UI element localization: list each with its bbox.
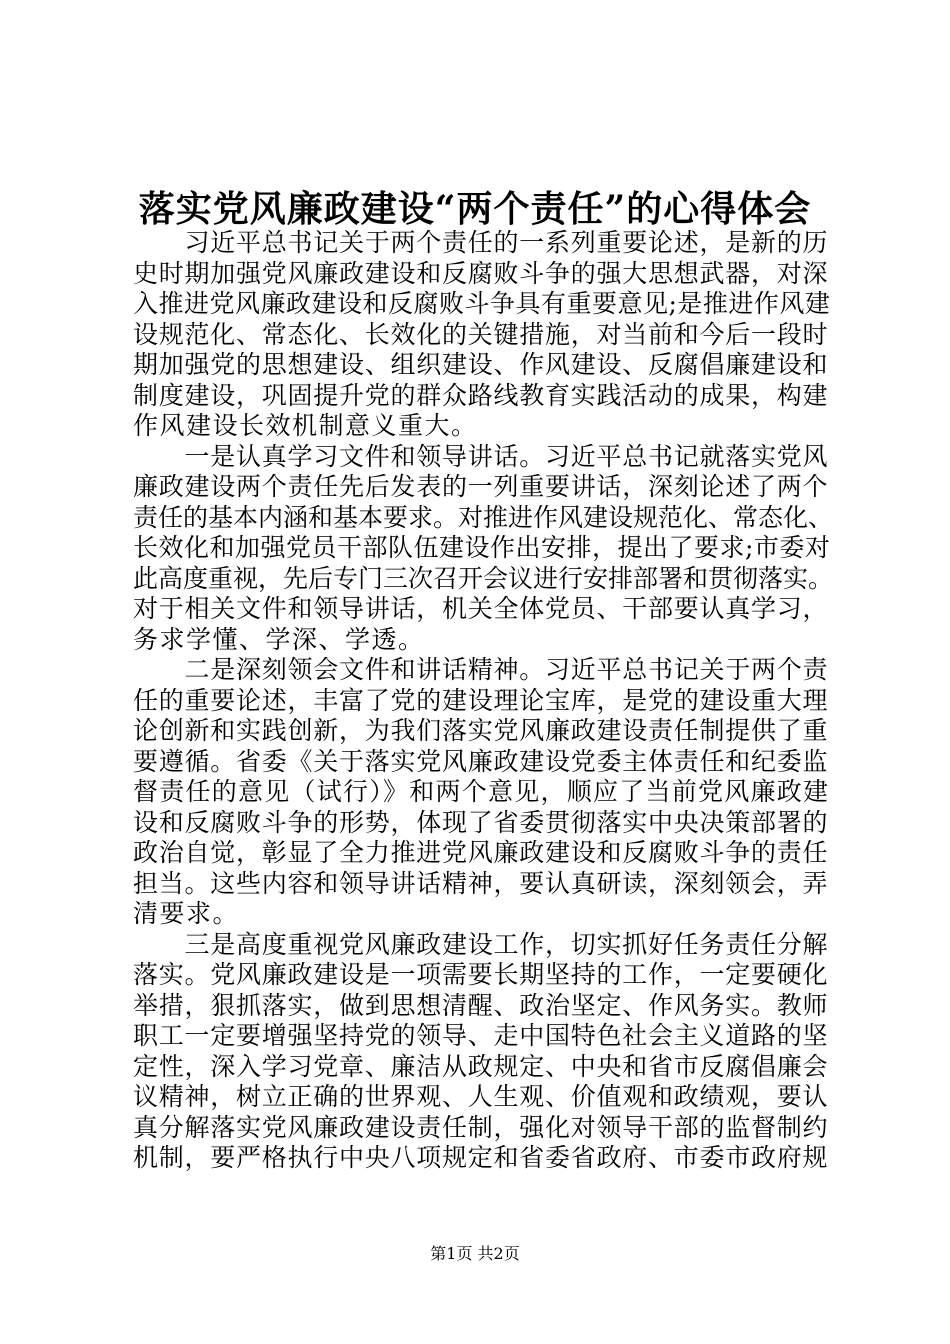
body-text-line: 论创新和实践创新，为我们落实党风廉政建设责任制提供了重 bbox=[133, 716, 829, 745]
body-text-line: 务求学懂、学深、学透。 bbox=[133, 624, 425, 654]
body-text-line: 定性，深入学习党章、廉洁从政规定、中央和省市反腐倡廉会 bbox=[133, 1051, 829, 1081]
document-body bbox=[133, 228, 833, 1174]
body-text-line: 习近平总书记关于两个责任的一系列重要论述，是新的历 bbox=[133, 228, 829, 257]
body-text-line: 三是高度重视党风廉政建设工作，切实抓好任务责任分解 bbox=[133, 929, 829, 959]
body-text-line: 议精神，树立正确的世界观、人生观、价值观和政绩观，要认 bbox=[133, 1082, 829, 1111]
body-text-line: 设规范化、常态化、长效化的关键措施，对当前和今后一段时 bbox=[133, 319, 829, 349]
body-text-line: 入推进党风廉政建设和反腐败斗争具有重要意见;是推进作风建 bbox=[133, 289, 831, 318]
body-text-line: 要遵循。省委《关于落实党风廉政建设党委主体责任和纪委监 bbox=[133, 746, 829, 776]
body-text-line: 任的重要论述，丰富了党的建设理论宝库，是党的建设重大理 bbox=[133, 685, 829, 715]
body-text-line: 督责任的意见（试行）》和两个意见，顺应了当前党风廉政建 bbox=[133, 777, 830, 806]
body-text-line: 设和反腐败斗争的形势，体现了省委贯彻落实中央决策部署的 bbox=[133, 807, 829, 837]
body-text-line: 廉政建设两个责任先后发表的一列重要讲话，深刻论述了两个 bbox=[133, 472, 829, 501]
body-text-line: 真分解落实党风廉政建设责任制，强化对领导干部的监督制约 bbox=[133, 1112, 829, 1142]
body-text-line: 清要求。 bbox=[133, 899, 240, 928]
body-text-line: 一是认真学习文件和领导讲话。习近平总书记就落实党风 bbox=[133, 441, 829, 471]
body-text-line: 举措，狠抓落实，做到思想清醒、政治坚定、作风务实。教师 bbox=[133, 990, 829, 1020]
body-text-line: 职工一定要增强坚持党的领导、走中国特色社会主义道路的坚 bbox=[133, 1021, 829, 1050]
body-text-line: 落实。党风廉政建设是一项需要长期坚持的工作，一定要硬化 bbox=[133, 960, 829, 989]
body-text-line: 长效化和加强党员干部队伍建设作出安排，提出了要求;市委对 bbox=[133, 533, 831, 562]
body-text-line: 担当。这些内容和领导讲话精神，要认真研读，深刻领会，弄 bbox=[133, 868, 829, 898]
body-text-line: 对于相关文件和领导讲话，机关全体党员、干部要认真学习， bbox=[133, 594, 829, 623]
body-text-line: 作风建设长效机制意义重大。 bbox=[133, 411, 478, 440]
body-text-line: 政治自觉，彰显了全力推进党风廉政建设和反腐败斗争的责任 bbox=[133, 838, 829, 867]
body-text-line: 二是深刻领会文件和讲话精神。习近平总书记关于两个责 bbox=[133, 655, 829, 684]
body-text-line: 制度建设，巩固提升党的群众路线教育实践活动的成果，构建 bbox=[133, 380, 829, 410]
body-text-line: 责任的基本内涵和基本要求。对推进作风建设规范化、常态化、 bbox=[133, 502, 834, 532]
body-text-line: 此高度重视，先后专门三次召开会议进行安排部署和贯彻落实。 bbox=[133, 563, 834, 593]
document-title: 落实党风廉政建设“两个责任”的心得体会 bbox=[138, 188, 812, 230]
body-text-line: 史时期加强党风廉政建设和反腐败斗争的强大思想武器，对深 bbox=[133, 258, 829, 288]
page-footer: 第1页 共2页 bbox=[430, 1244, 520, 1263]
body-text-line: 机制，要严格执行中央八项规定和省委省政府、市委市政府规 bbox=[133, 1143, 829, 1172]
body-text-line: 期加强党的思想建设、组织建设、作风建设、反腐倡廉建设和 bbox=[133, 350, 829, 379]
